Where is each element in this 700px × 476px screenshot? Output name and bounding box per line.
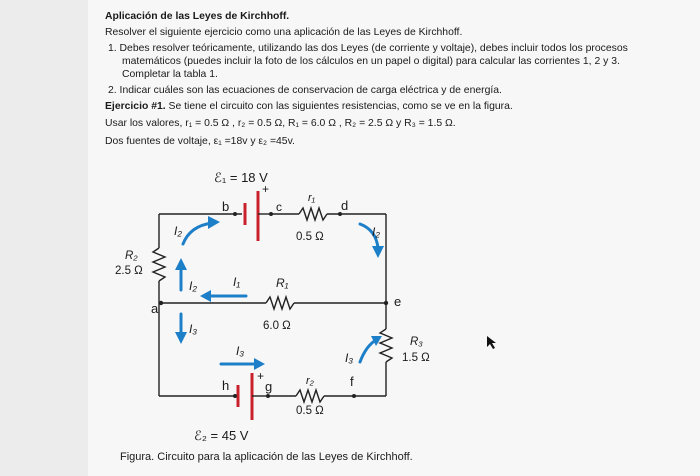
label-e1-plus: + xyxy=(262,182,270,196)
label-node-e: e xyxy=(394,294,402,309)
arrowhead-I3-left xyxy=(175,332,187,344)
label-I3-right: I₃ xyxy=(345,351,354,365)
resistor-r1 xyxy=(299,208,327,220)
arrowhead-I2-left xyxy=(175,258,187,270)
item2-text: 2. Indicar cuáles son las ecuaciones de conservacion de carga eléctrica y de energía. xyxy=(108,85,502,96)
node-dot-a xyxy=(159,301,163,305)
node-dot-g xyxy=(266,394,270,398)
label-I3-left: I₃ xyxy=(189,322,198,336)
resistor-R2 xyxy=(153,248,165,281)
label-I1: I₁ xyxy=(233,275,241,289)
arrowhead-I2-top-right xyxy=(372,246,384,258)
arrow-I3-right xyxy=(360,340,376,362)
resistor-r2 xyxy=(296,390,324,402)
label-node-g: g xyxy=(265,379,273,394)
label-r2-value: 0.5 Ω xyxy=(296,405,324,417)
label-r1-value: 0.5 Ω xyxy=(296,231,324,243)
label-R3: R₃ xyxy=(410,336,423,348)
arrowhead-I1-middle xyxy=(200,290,211,302)
sources-line: Dos fuentes de voltaje, ε₁ =18v y ε₂ =45v. xyxy=(105,136,295,147)
resistor-R3 xyxy=(380,329,392,362)
label-I2-left: I₂ xyxy=(189,279,197,293)
label-R2: R₂ xyxy=(125,250,138,262)
mouse-pointer-icon xyxy=(487,336,496,349)
arrowhead-I2-top-left xyxy=(208,216,220,229)
item1-line2: matemáticos (puedes incluir la foto de los cálculos en un papel o digital) para calcular las corrientes 1, 2 y 3. xyxy=(122,56,620,67)
label-node-c: c xyxy=(276,200,282,214)
intro-text: Resolver el siguiente ejercicio como una aplicación de las Leyes de Kirchhoff. xyxy=(105,27,463,38)
node-dot-h xyxy=(233,394,237,398)
label-e2: ℰ₂ = 45 V xyxy=(194,428,249,443)
label-r1: r₁ xyxy=(308,192,316,204)
arrow-I2-top-left xyxy=(183,223,212,244)
node-dot-e xyxy=(384,301,388,305)
label-node-h: h xyxy=(222,378,230,393)
label-I3-bottom: I₃ xyxy=(236,344,245,358)
figure-caption: Figura. Circuito para la aplicación de las Leyes de Kirchhoff. xyxy=(120,451,413,463)
label-r2: r₂ xyxy=(306,375,314,387)
label-node-d: d xyxy=(341,198,349,213)
doc-title: Aplicación de las Leyes de Kirchhoff. xyxy=(105,11,290,22)
label-I2-top-right: I₂ xyxy=(372,225,380,239)
label-e2-plus: + xyxy=(257,369,265,383)
label-node-b: b xyxy=(222,199,230,214)
values-line: Usar los valores, r₁ = 0.5 Ω , r₂ = 0.5 Ω, R₁ = 6.0 Ω , R₂ = 2.5 Ω y R₃ = 1.5 Ω. xyxy=(105,118,456,129)
label-node-a: a xyxy=(151,301,159,316)
node-dot-f xyxy=(352,394,356,398)
resistor-R1 xyxy=(266,297,294,309)
node-dot-c xyxy=(269,212,273,216)
label-e1: ℰ₁ = 18 V xyxy=(214,170,268,185)
label-R1-value: 6.0 Ω xyxy=(263,320,291,332)
label-R2-value: 2.5 Ω xyxy=(115,265,143,277)
label-I2-top-left: I₂ xyxy=(174,224,182,238)
label-node-f: f xyxy=(350,374,354,389)
exercise-label: Ejercicio #1. xyxy=(105,101,166,112)
item1-line3: Completar la tabla 1. xyxy=(122,69,218,80)
label-R1: R₁ xyxy=(276,276,289,290)
item1-line1: 1. Debes resolver teóricamente, utilizando las dos Leyes (de corriente y voltaje), debes incluir todos los procesos xyxy=(108,43,628,54)
label-R3-value: 1.5 Ω xyxy=(402,352,430,364)
exercise-text: Se tiene el circuito con las siguientes resistencias, como se ve en la figura. xyxy=(165,101,513,112)
node-dot-b xyxy=(233,212,237,216)
